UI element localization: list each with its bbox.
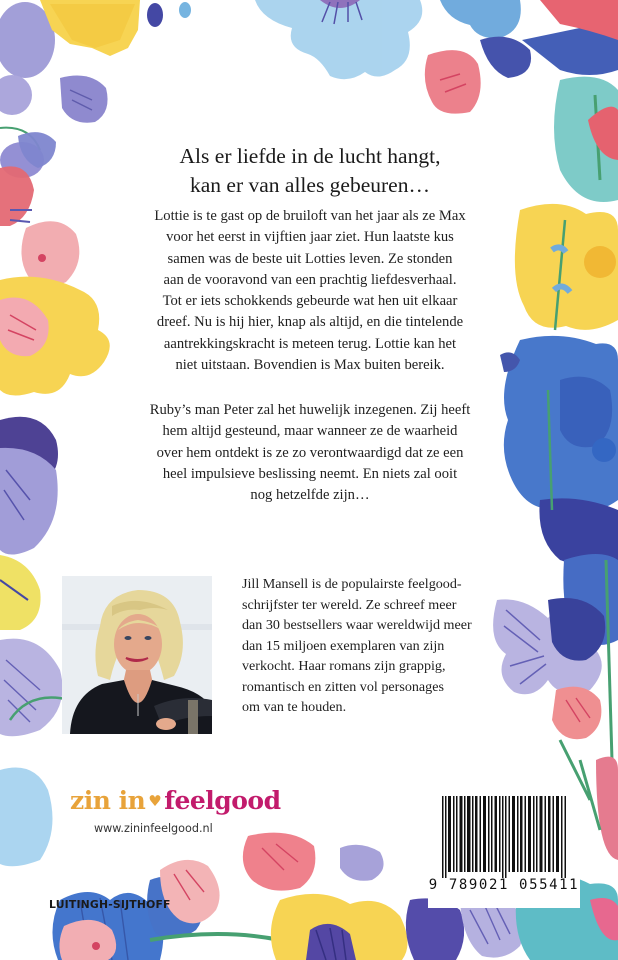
blurb-line: Lottie is te gast op de bruiloft van het jaar als ze Max: [154, 208, 466, 224]
imprint-url: www.zininfeelgood.nl: [94, 822, 213, 835]
blurb-paragraph-1: [106, 206, 514, 376]
blurb-line: heel impulsieve beslissing neemt. En niets zal ooit: [162, 465, 458, 482]
isbn-number: 9 789021 055411: [428, 877, 580, 893]
imprint-logo-part-2: feelgood: [164, 786, 281, 815]
author-bio-line: verkocht. Haar romans zijn grappig,: [242, 658, 446, 674]
tagline: [110, 142, 510, 200]
flower-left-column: [0, 132, 110, 866]
publisher-logo: LUITINGH-SIJTHOFF: [49, 898, 171, 911]
blurb-line: niet uitstaan. Bovendien is Max buiten bereik.: [175, 357, 445, 374]
blurb-line: over hem ontdekt is ze zo verontwaardigd dat ze een: [156, 444, 464, 461]
blurb-line: dreef. Nu is hij hier, knap als altijd, en die tintelende: [156, 314, 464, 331]
author-photo: [62, 576, 212, 734]
blurb-line: nog hetzelfde zijn…: [250, 487, 370, 504]
blurb-line: hem altijd gesteund, maar wanneer ze de waarheid: [162, 423, 458, 440]
author-bio: [242, 574, 482, 718]
author-bio-line: romantisch en zitten vol personages: [242, 678, 444, 695]
imprint-logo: [70, 786, 281, 815]
blurb-line: Ruby’s man Peter zal het huwelijk inzegenen. Zij heeft: [149, 402, 471, 418]
imprint-logo-part-1: zin in: [70, 786, 146, 815]
blurb-line: voor het eerst in vijftien jaar ziet. Hun laatste kus: [166, 229, 454, 246]
isbn-barcode: [428, 788, 580, 908]
author-bio-line: schrijfster ter wereld. Ze schreef meer: [242, 596, 457, 613]
blurb-line: Tot er iets schokkends gebeurde wat hen uit elkaar: [162, 293, 458, 310]
author-bio-line: om van te houden.: [242, 699, 347, 715]
author-bio-line: dan 15 miljoen exemplaren van zijn: [242, 637, 445, 654]
blurb-line: aan de vooravond van een prachtig liefdesverhaal.: [163, 271, 457, 288]
blurb-paragraph-2: [106, 400, 514, 506]
author-portrait-illustration: [62, 576, 212, 734]
tagline-line-1: Als er liefde in de lucht hangt,: [179, 144, 441, 168]
blurb-line: samen was de beste uit Lotties leven. Ze stonden: [167, 250, 453, 267]
flower-top-center: [255, 0, 422, 79]
blurb-line: aantrekkingskracht is meteen terug. Lottie kan het: [163, 335, 457, 352]
heart-icon: ♥: [148, 792, 162, 810]
tagline-line-2: kan er van alles gebeuren…: [190, 173, 430, 197]
barcode-icon: [442, 796, 566, 878]
author-bio-line: dan 30 bestsellers waar wereldwijd meer: [242, 617, 472, 633]
author-bio-line: Jill Mansell is de populairste feelgood-: [242, 576, 462, 592]
